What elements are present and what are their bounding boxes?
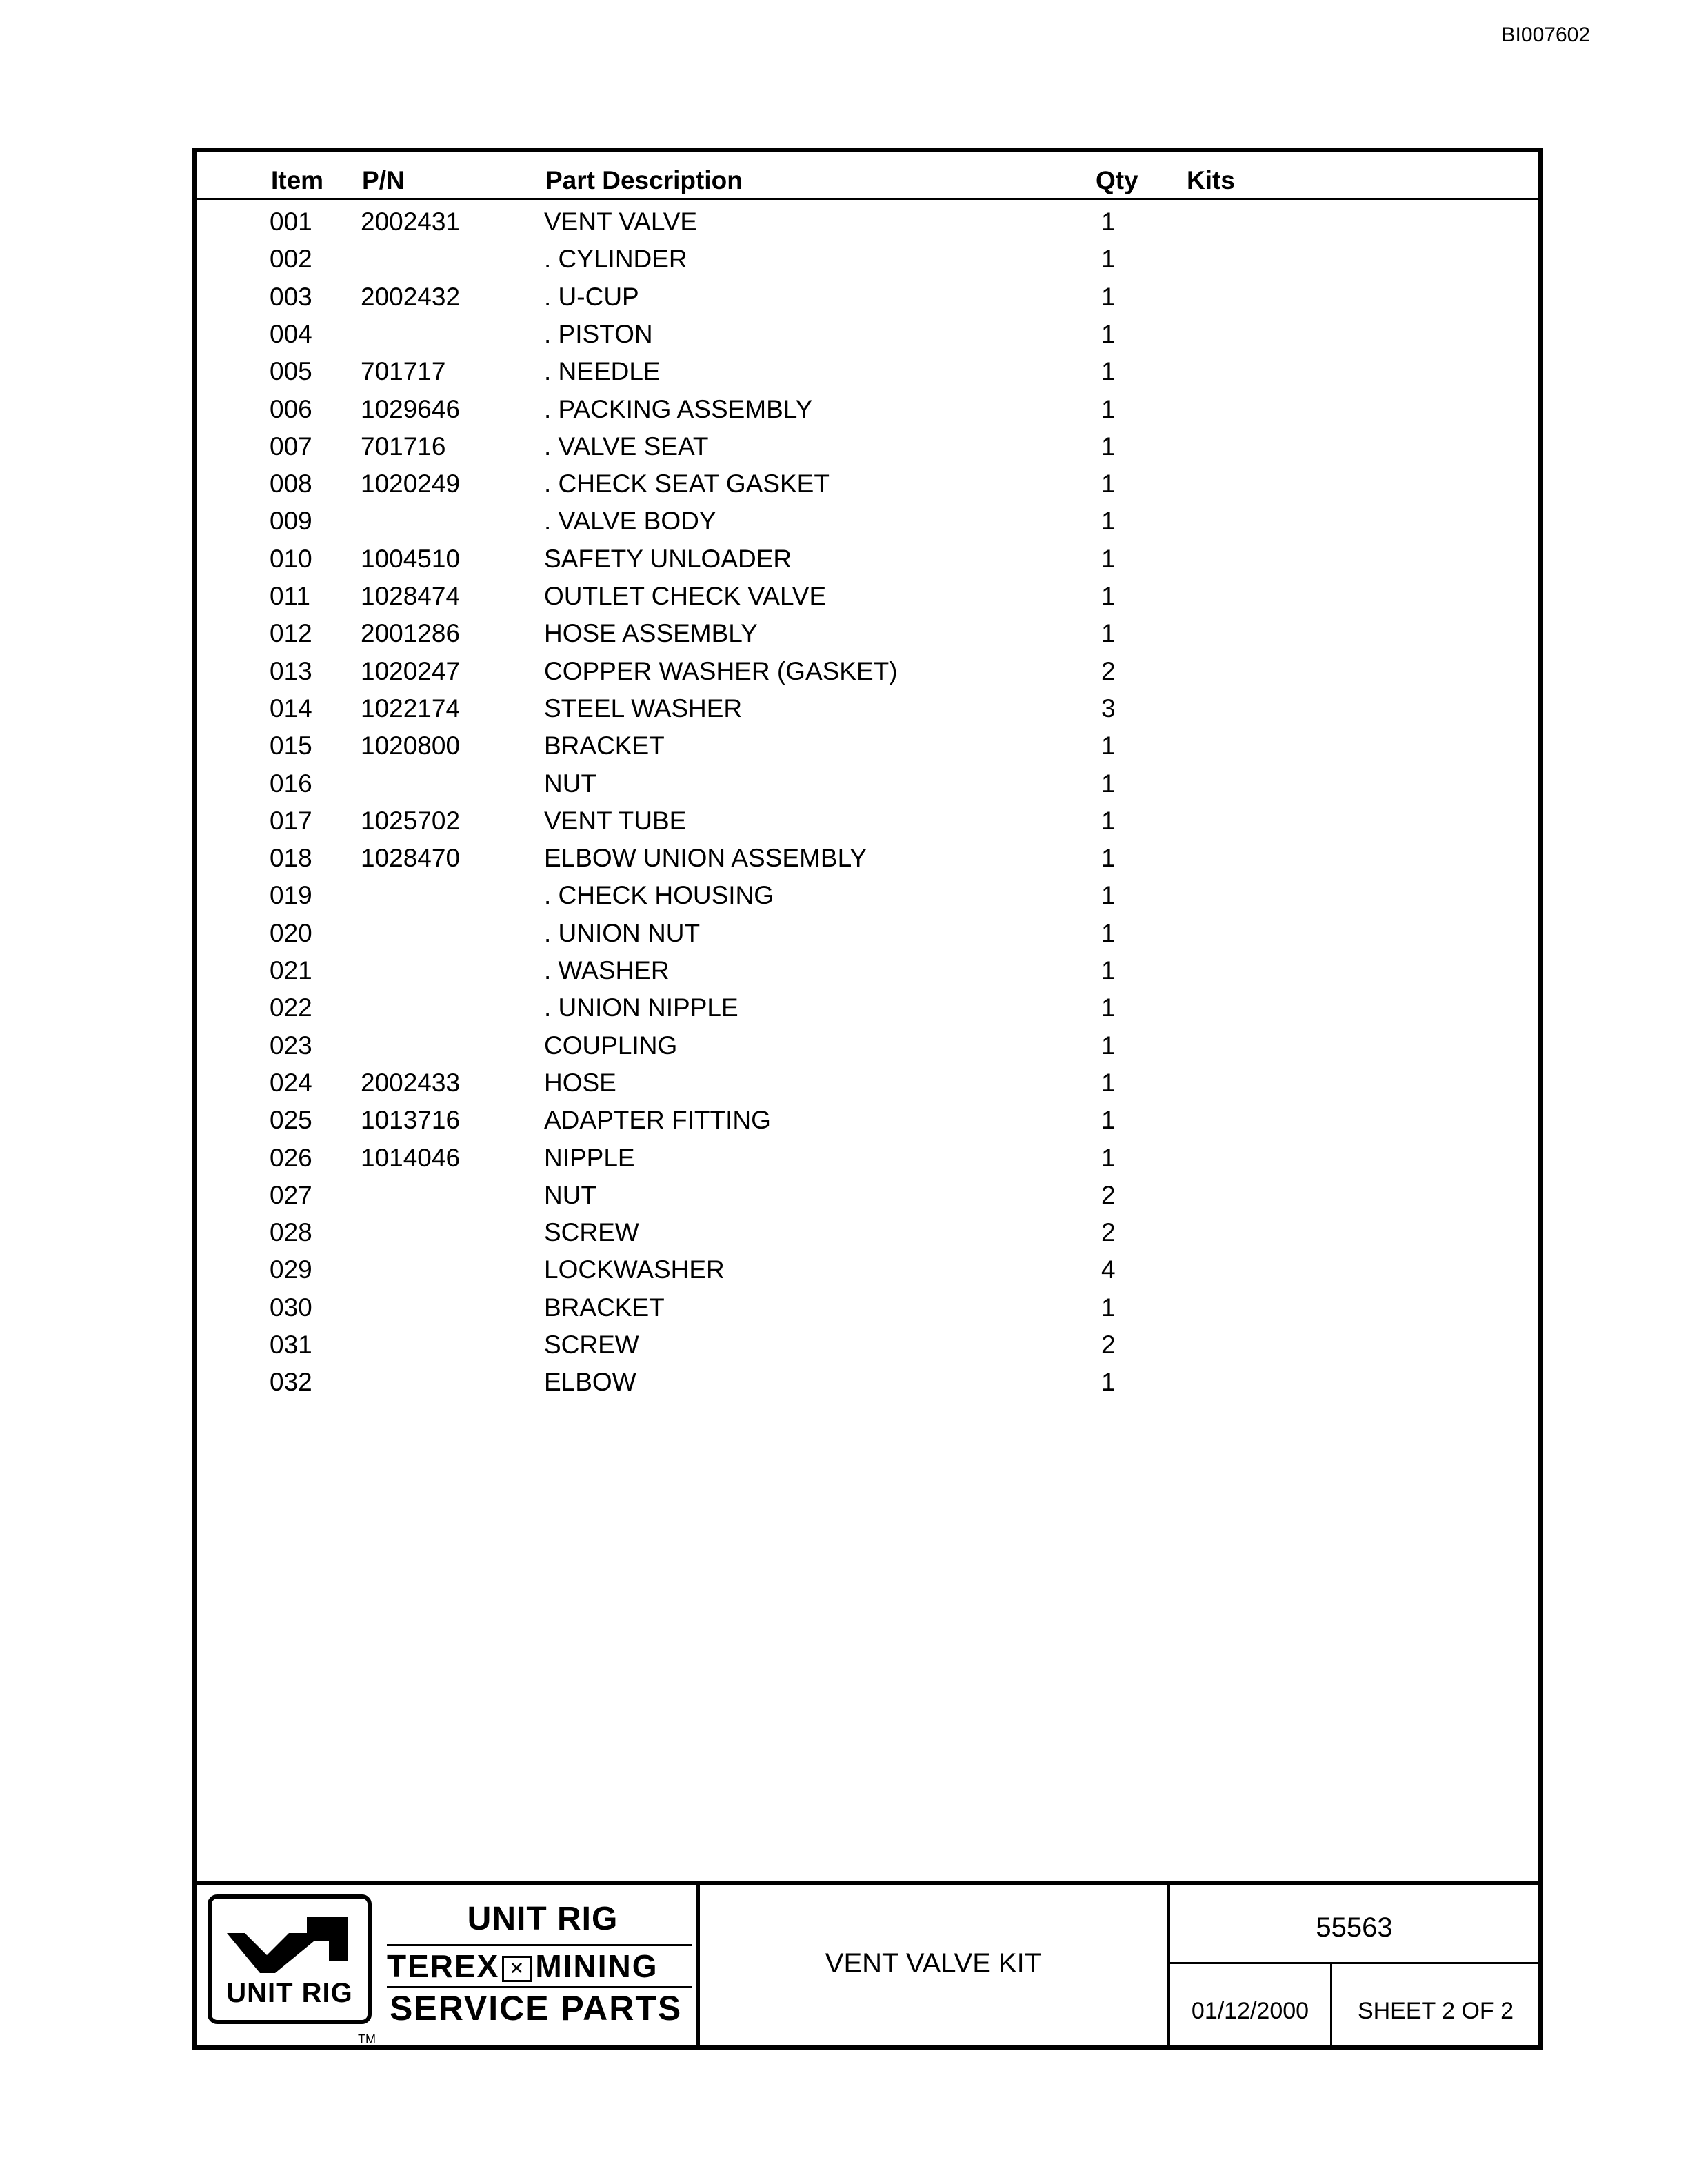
table-row (197, 390, 1538, 427)
part-description: ELBOW UNION ASSEMBLY (544, 844, 867, 873)
column-header-item: Item (271, 166, 324, 194)
part-description: . WASHER (544, 956, 670, 984)
item-number: 018 (270, 844, 312, 873)
quantity: 1 (1101, 1031, 1116, 1060)
quantity: 1 (1101, 731, 1116, 760)
quantity: 1 (1101, 469, 1116, 498)
item-number: 031 (270, 1331, 312, 1359)
quantity: 1 (1101, 282, 1116, 311)
quantity: 1 (1101, 432, 1116, 461)
table-row (197, 277, 1538, 314)
quantity: 4 (1101, 1255, 1116, 1284)
info-divider (1170, 1962, 1538, 1964)
table-row (197, 202, 1538, 239)
part-description: HOSE ASSEMBLY (544, 619, 758, 648)
table-row (197, 838, 1538, 876)
part-description: . U-CUP (544, 282, 639, 311)
table-row (197, 1213, 1538, 1250)
part-description: . PISTON (544, 319, 653, 348)
table-row (197, 726, 1538, 763)
quantity: 1 (1101, 507, 1116, 536)
item-number: 011 (270, 582, 310, 610)
column-header-kits: Kits (1187, 166, 1235, 194)
item-number: 032 (270, 1368, 312, 1397)
part-description: ADAPTER FITTING (544, 1106, 771, 1135)
part-description: BRACKET (544, 731, 665, 760)
table-row (197, 764, 1538, 801)
part-description: . UNION NUT (544, 918, 701, 947)
brand-terex: TEREX (387, 1948, 500, 1984)
quantity: 1 (1101, 394, 1116, 423)
table-row (197, 539, 1538, 576)
table-row (197, 1325, 1538, 1362)
item-number: 001 (270, 208, 312, 236)
item-number: 007 (270, 432, 312, 461)
item-number: 026 (270, 1143, 312, 1172)
quantity: 1 (1101, 918, 1116, 947)
item-number: 028 (270, 1218, 312, 1247)
column-header-pn: P/N (362, 166, 405, 194)
item-number: 029 (270, 1255, 312, 1284)
unit-rig-emblem-icon (224, 1912, 355, 1974)
quantity: 2 (1101, 1218, 1116, 1247)
item-number: 019 (270, 881, 312, 910)
item-number: 003 (270, 282, 312, 311)
column-header-qty: Qty (1096, 166, 1138, 194)
table-row (197, 239, 1538, 276)
part-number: 1028470 (361, 844, 461, 873)
brand-service-parts: SERVICE PARTS (390, 1989, 683, 2028)
table-row (197, 1362, 1538, 1399)
quantity: 1 (1101, 1293, 1116, 1322)
table-row (197, 314, 1538, 352)
item-number: 006 (270, 394, 312, 423)
table-row (197, 614, 1538, 651)
quantity: 1 (1101, 544, 1116, 573)
item-number: 022 (270, 993, 312, 1022)
part-description: LOCKWASHER (544, 1255, 725, 1284)
item-number: 016 (270, 769, 312, 798)
part-description: ELBOW (544, 1368, 636, 1397)
part-number: 701716 (361, 432, 446, 461)
table-row (197, 576, 1538, 614)
quantity: 1 (1101, 956, 1116, 984)
quantity: 1 (1101, 844, 1116, 873)
table-row (197, 1250, 1538, 1287)
drawing-info-cell (1170, 1885, 1538, 2045)
item-number: 009 (270, 507, 312, 536)
item-number: 021 (270, 956, 312, 984)
table-row (197, 1100, 1538, 1138)
kit-title-cell (700, 1885, 1170, 2045)
part-number: 701717 (361, 357, 446, 386)
item-number: 013 (270, 656, 312, 685)
info-split-divider (1330, 1962, 1332, 2045)
part-number: 2002431 (361, 208, 461, 236)
part-description: STEEL WASHER (544, 694, 743, 722)
table-row (197, 651, 1538, 689)
logo-badge-text: UNIT RIG (226, 1978, 353, 2008)
part-description: . VALVE BODY (544, 507, 716, 536)
table-row (197, 1063, 1538, 1100)
table-row (197, 951, 1538, 988)
part-number: 2002432 (361, 282, 461, 311)
table-row (197, 1138, 1538, 1175)
terex-mark-icon: ✕ (502, 1956, 532, 1982)
quantity: 1 (1101, 993, 1116, 1022)
item-number: 002 (270, 245, 312, 274)
quantity: 2 (1101, 1180, 1116, 1209)
title-block (197, 1881, 1538, 2045)
header-divider (197, 198, 1538, 200)
table-row (197, 913, 1538, 951)
part-description: OUTLET CHECK VALVE (544, 582, 827, 610)
table-row (197, 1026, 1538, 1063)
part-number: 1020249 (361, 469, 461, 498)
table-row (197, 501, 1538, 538)
table-row (197, 801, 1538, 838)
item-number: 008 (270, 469, 312, 498)
table-row (197, 352, 1538, 389)
brand-unit-rig: UNIT RIG (467, 1901, 619, 1937)
quantity: 1 (1101, 619, 1116, 648)
table-row (197, 988, 1538, 1025)
quantity: 1 (1101, 769, 1116, 798)
quantity: 1 (1101, 1143, 1116, 1172)
item-number: 020 (270, 918, 312, 947)
part-description: NUT (544, 1180, 597, 1209)
drawing-number: 55563 (1316, 1912, 1393, 1943)
table-row (197, 1288, 1538, 1325)
part-description: . PACKING ASSEMBLY (544, 394, 813, 423)
part-description: NUT (544, 769, 597, 798)
part-number: 1020247 (361, 656, 461, 685)
quantity: 1 (1101, 806, 1116, 835)
item-number: 030 (270, 1293, 312, 1322)
part-description: NIPPLE (544, 1143, 635, 1172)
item-number: 004 (270, 319, 312, 348)
item-number: 012 (270, 619, 312, 648)
part-description: SCREW (544, 1331, 639, 1359)
quantity: 1 (1101, 357, 1116, 386)
kit-title: VENT VALVE KIT (825, 1948, 1042, 1979)
quantity: 1 (1101, 319, 1116, 348)
part-description: SAFETY UNLOADER (544, 544, 792, 573)
quantity: 2 (1101, 656, 1116, 685)
item-number: 023 (270, 1031, 312, 1060)
column-header-description: Part Description (545, 166, 743, 194)
brand-terex-mining (387, 1944, 692, 1988)
part-description: VENT TUBE (544, 806, 687, 835)
part-description: . NEEDLE (544, 357, 661, 386)
part-number: 1004510 (361, 544, 461, 573)
part-description: VENT VALVE (544, 208, 698, 236)
item-number: 015 (270, 731, 312, 760)
part-description: . CHECK SEAT GASKET (544, 469, 830, 498)
table-row (197, 1175, 1538, 1213)
quantity: 1 (1101, 881, 1116, 910)
part-number: 1020800 (361, 731, 461, 760)
trademark-symbol: TM (358, 2032, 376, 2046)
part-number: 1028474 (361, 582, 461, 610)
quantity: 1 (1101, 1368, 1116, 1397)
parts-list-frame (192, 148, 1543, 2050)
unit-rig-logo (208, 1894, 372, 2024)
part-description: HOSE (544, 1068, 616, 1097)
logo-cell (197, 1885, 700, 2045)
table-row (197, 464, 1538, 501)
item-number: 024 (270, 1068, 312, 1097)
table-row (197, 689, 1538, 726)
part-number: 1029646 (361, 394, 461, 423)
quantity: 1 (1101, 582, 1116, 610)
quantity: 1 (1101, 208, 1116, 236)
part-description: . CHECK HOUSING (544, 881, 774, 910)
quantity: 3 (1101, 694, 1116, 722)
part-description: . CYLINDER (544, 245, 687, 274)
part-number: 1025702 (361, 806, 461, 835)
part-description: . VALVE SEAT (544, 432, 709, 461)
quantity: 1 (1101, 1106, 1116, 1135)
item-number: 014 (270, 694, 312, 722)
part-number: 2002433 (361, 1068, 461, 1097)
sheet-number: SHEET 2 OF 2 (1357, 1998, 1514, 2024)
quantity: 1 (1101, 245, 1116, 274)
part-number: 2001286 (361, 619, 461, 648)
part-description: COPPER WASHER (GASKET) (544, 656, 898, 685)
part-number: 1013716 (361, 1106, 461, 1135)
item-number: 010 (270, 544, 312, 573)
part-number: 1014046 (361, 1143, 461, 1172)
document-id: BI007602 (1501, 23, 1590, 46)
item-number: 017 (270, 806, 312, 835)
table-row (197, 427, 1538, 464)
brand-mining: MINING (535, 1948, 659, 1984)
quantity: 2 (1101, 1331, 1116, 1359)
quantity: 1 (1101, 1068, 1116, 1097)
item-number: 025 (270, 1106, 312, 1135)
part-description: COUPLING (544, 1031, 678, 1060)
part-number: 1022174 (361, 694, 461, 722)
part-description: BRACKET (544, 1293, 665, 1322)
item-number: 027 (270, 1180, 312, 1209)
table-row (197, 876, 1538, 913)
item-number: 005 (270, 357, 312, 386)
issue-date: 01/12/2000 (1191, 1998, 1309, 2024)
part-description: . UNION NIPPLE (544, 993, 738, 1022)
part-description: SCREW (544, 1218, 639, 1247)
